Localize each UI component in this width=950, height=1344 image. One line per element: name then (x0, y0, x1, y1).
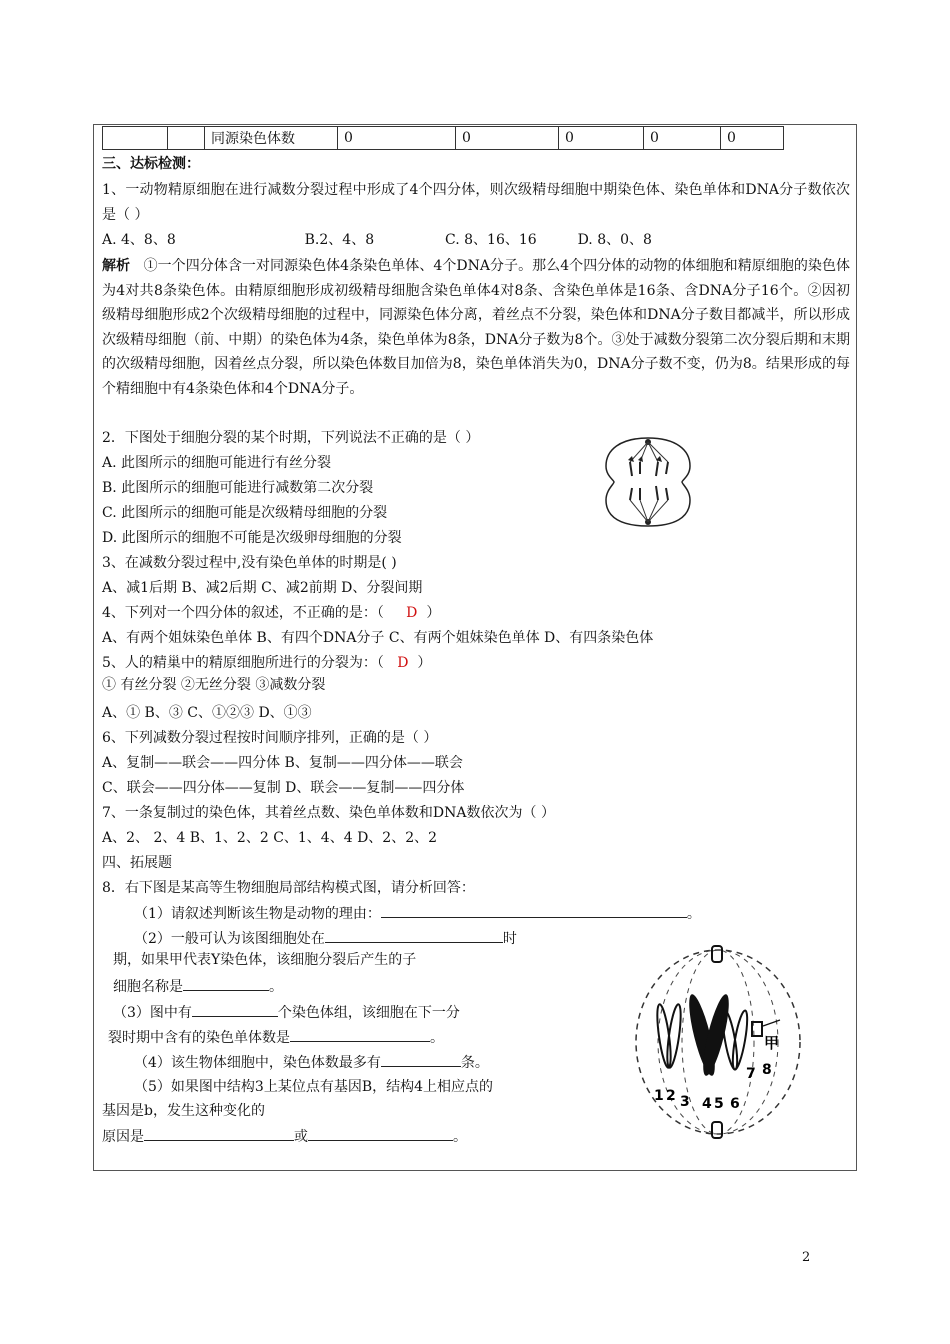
question-5: 5、人的精巢中的精原细胞所进行的分裂为：（ D ） (102, 655, 432, 671)
option: D. 8、0、8 (577, 232, 652, 248)
question-6: 6、下列减数分裂过程按时间顺序排列，正确的是（ ） (102, 730, 438, 746)
question-1: 1、一动物精原细胞在进行减数分裂过程中形成了4个四分体，则次级精母细胞中期染色体、染色单体和DNA分子数依次是（ ） (102, 182, 850, 223)
section-title: 三、达标检测： (102, 156, 200, 172)
question-8: 8．右下图是某高等生物细胞局部结构模式图，请分析回答： (102, 880, 475, 896)
q8-part-2c: 细胞名称是 。 (113, 976, 283, 997)
q8-part-5c: 原因是 或 。 (102, 1126, 467, 1147)
chromosome-number: 7 (746, 1066, 756, 1082)
table-cell: 0 (644, 127, 721, 150)
q8-part-5: （5）如果图中结构3上某位点有基因B，结构4上相应点的 (134, 1079, 494, 1095)
q1-options (102, 230, 652, 250)
q8-part-4: （4）该生物体细胞中，染色体数最多有 条。 (134, 1052, 489, 1073)
answer-blank[interactable] (325, 928, 503, 943)
answer-blank[interactable] (381, 903, 687, 918)
table-row-label: 同源染色体数 (205, 127, 338, 150)
section-title: 四、拓展题 (102, 855, 172, 871)
question-2: 2．下图处于细胞分裂的某个时期，下列说法不正确的是（ ） (102, 430, 480, 446)
question-3: 3、在减数分裂过程中,没有染色单体的时期是( ) (102, 555, 397, 571)
q5-options: A、① B、③ C、①②③ D、①③ (102, 705, 312, 721)
q2-option-c: C. 此图所示的细胞可能是次级精母细胞的分裂 (102, 505, 388, 521)
chromosome-number: 1 (654, 1088, 664, 1104)
chromosome-figure (630, 940, 805, 1145)
q3-options: A、减1后期 B、减2后期 C、减2前期 D、分裂间期 (102, 580, 423, 596)
chromosome-number: 2 (666, 1088, 676, 1104)
q8-part-1: （1）请叙述判断该生物是动物的理由： 。 (134, 903, 701, 924)
table-row (103, 127, 784, 150)
chromosome-number: 6 (730, 1096, 740, 1112)
table-cell: 0 (559, 127, 644, 150)
answer-blank[interactable] (381, 1052, 461, 1067)
q4-options: A、有两个姐妹染色单体 B、有四个DNA分子 C、有两个姐妹染色单体 D、有四条染色体 (102, 630, 654, 646)
answer-blank[interactable] (183, 976, 269, 991)
q6-options-ab: A、复制——联会——四分体 B、复制——四分体——联会 (102, 755, 463, 771)
answer-blank[interactable] (192, 1002, 278, 1017)
answer-mark: D (397, 655, 409, 671)
q5-items: ① 有丝分裂 ②无丝分裂 ③减数分裂 (102, 677, 326, 693)
answer-blank[interactable] (144, 1126, 294, 1141)
q8-part-3: （3）图中有 个染色体组，该细胞在下一分 (113, 1002, 460, 1023)
answer-blank[interactable] (308, 1126, 453, 1141)
question-7: 7、一条复制过的染色体，其着丝点数、染色单体数和DNA数依次为（ ） (102, 805, 555, 821)
table-cell-empty (168, 127, 205, 150)
option: A. 4、8、8 (102, 232, 176, 248)
q2-option-a: A. 此图所示的细胞可能进行有丝分裂 (102, 455, 332, 471)
chromosome-number: 4 (702, 1096, 712, 1112)
question-4: 4、下列对一个四分体的叙述，不正确的是：（ D ） (102, 605, 441, 621)
table-cell-empty (103, 127, 168, 150)
analysis-label: 解析 (102, 258, 131, 274)
summary-table (102, 126, 784, 150)
table-cell: 0 (338, 127, 456, 150)
answer-blank[interactable] (290, 1027, 430, 1042)
chromosome-number: 8 (762, 1062, 772, 1078)
answer-mark: D (406, 605, 418, 621)
chromosome-jia-label: 甲 (764, 1034, 780, 1052)
q6-options-cd: C、联会——四分体——复制 D、联会——复制——四分体 (102, 780, 465, 796)
q8-part-2b: 期，如果甲代表Y染色体，该细胞分裂后产生的子 (113, 952, 417, 968)
option: C. 8、16、16 (445, 232, 537, 248)
option: B.2、4、8 (304, 232, 375, 248)
chromosome-number: 3 (680, 1094, 690, 1110)
q8-part-5b: 基因是b，发生这种变化的 (102, 1103, 265, 1119)
q2-option-b: B. 此图所示的细胞可能进行减数第二次分裂 (102, 480, 374, 496)
page-number: 2 (802, 1250, 811, 1265)
table-cell: 0 (721, 127, 784, 150)
q8-part-3b: 裂时期中含有的染色单体数是 。 (108, 1027, 444, 1048)
q7-options: A、2、 2、4 B、1、2、2 C、1、4、4 D、2、2、2 (102, 830, 438, 846)
table-cell: 0 (456, 127, 559, 150)
analysis-text: ①一个四分体含一对同源染色体4条染色单体、4个DNA分子。那么4个四分体的动物的体细胞和精原细胞的染色体为4对共8条染色体。由精原细胞形成初级精母细胞含染色单体4对8条、含染色单体是16条、含DNA分子16个。②因初级精母细胞形成2个次级精母细胞的过程中，同源染色体分离，着丝点不分裂，染色体和DNA分子数目都减半，所以形成次级精母细胞（前、中期）的染色体为4条，染色单体为8条，DNA分子数为8个。③处于减数分裂第二次分裂后期和末期的次级精母细胞，因着丝点分裂，所以染色体数目加倍为8，染色单体消失为0，DNA分子数不变，仍为8。结果形成的每个精细胞中有4条染色体和4个DNA分子。 (102, 258, 850, 397)
cell-division-figure (600, 432, 696, 532)
q8-part-2: （2）一般可认为该图细胞处在 时 (134, 928, 517, 949)
analysis-block (102, 254, 850, 401)
q2-option-d: D. 此图所示的细胞不可能是次级卵母细胞的分裂 (102, 530, 402, 546)
chromosome-number: 5 (714, 1096, 724, 1112)
